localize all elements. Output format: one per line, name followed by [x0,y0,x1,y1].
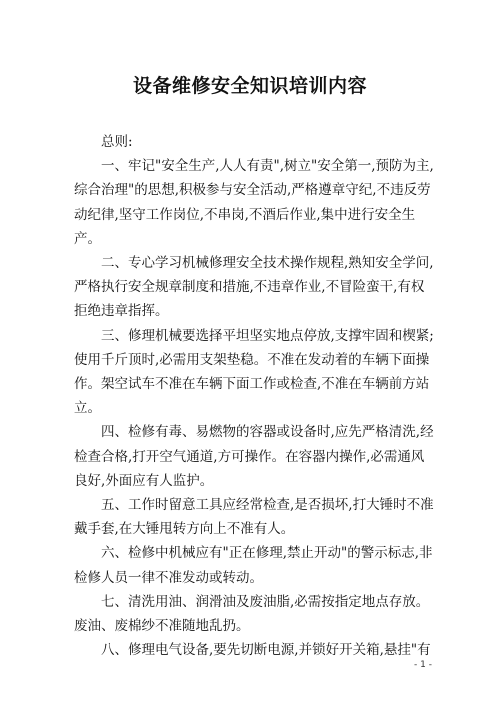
section-heading: 总则: [101,134,133,150]
page-number: - 1 - [414,660,432,670]
paragraph-3: 三、修理机械要选择平坦坚实地点停放,支撑牢固和楔紧;使用千斤顶时,必需用支架垫稳。不准在发动着的车辆下面操作。架空试车不准在车辆下面工作或检查,不准在车辆前方站立。 [74,327,434,417]
document-body [74,130,434,662]
paragraph-6: 六、检修中机械应有"正在修理,禁止开动"的警示标志,非检修人员一律不准发动或转动。 [74,545,433,586]
paragraph-2: 二、专心学习机械修理安全技术操作规程,熟知安全学问,严格执行安全规章制度和措施,不违章作业,不冒险蛮干,有权拒绝违章指挥。 [74,255,434,320]
paragraph-1: 一、牢记"安全生产,人人有责",树立"安全第一,预防为主,综合治理"的思想,积极参与安全活动,严格遵章守纪,不违反劳动纪律,坚守工作岗位,不串岗,不酒后作业,集中进行安全生产。 [74,158,434,247]
paragraph-8: 八、修理电气设备,要先切断电源,并锁好开关箱,悬挂"有 [101,642,431,659]
paragraph-5: 五、工作时留意工具应经常检查,是否损坏,打大锤时不准戴手套,在大锤甩转方向上不准有人。 [74,497,434,538]
paragraph-4: 四、检修有毒、易燃物的容器或设备时,应先严格清洗,经检查合格,打开空气通道,方可操作。在容器内操作,必需通风良好,外面应有人监护。 [74,424,434,489]
paragraph-7: 七、清洗用油、润滑油及废油脂,必需按指定地点存放。废油、废棉纱不准随地乱扔。 [74,593,430,635]
document-title: 设备维修安全知识培训内容 [132,75,367,97]
